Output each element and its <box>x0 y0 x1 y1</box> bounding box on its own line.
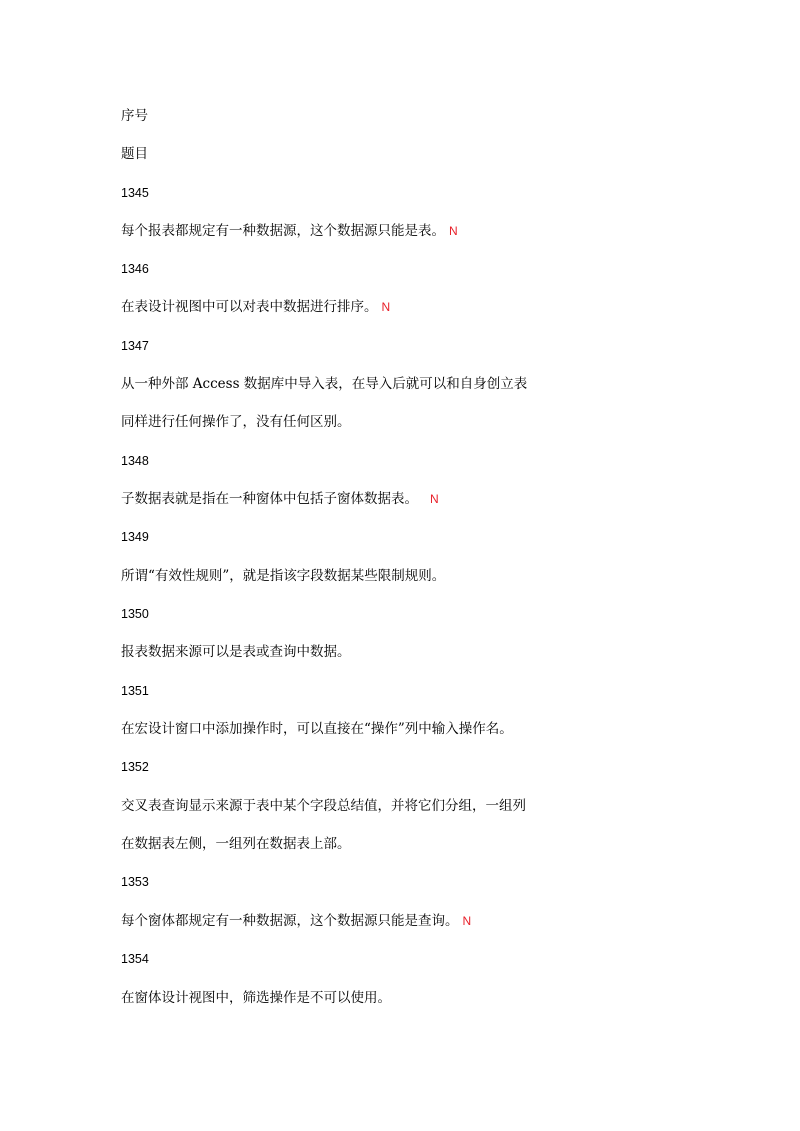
question-number: 1354 <box>121 952 149 966</box>
question-text-line: 在数据表左侧，一组列在数据表上部。 <box>121 836 351 852</box>
question-number: 1352 <box>121 760 149 774</box>
question-text-line: 每个报表都规定有一种数据源，这个数据源只能是表。 <box>121 223 445 239</box>
question-text-line: 交叉表查询显示来源于表中某个字段总结值，并将它们分组，一组列 <box>121 798 526 814</box>
header-question: 题目 <box>121 146 148 162</box>
header-serial-number: 序号 <box>121 108 148 124</box>
question-number: 1350 <box>121 607 149 621</box>
question-text-line: 所谓“有效性规则”，就是指该字段数据某些限制规则。 <box>121 568 446 584</box>
question-text-line: 从一种外部 Access 数据库中导入表，在导入后就可以和自身创立表 <box>121 376 528 392</box>
question-text <box>121 298 390 316</box>
question-number: 1348 <box>121 454 149 468</box>
question-text-line: 子数据表就是指在一种窗体中包括子窗体数据表。 <box>121 491 418 507</box>
question-text-line: 报表数据来源可以是表或查询中数据。 <box>121 644 351 660</box>
answer-mark: N <box>449 224 458 238</box>
question-number: 1346 <box>121 262 149 276</box>
question-text-line: 在表设计视图中可以对表中数据进行排序。 <box>121 299 378 315</box>
question-text <box>121 490 439 508</box>
answer-mark: N <box>430 492 439 506</box>
question-text-line: 在宏设计窗口中添加操作时，可以直接在“操作”列中输入操作名。 <box>121 721 513 737</box>
question-text <box>121 912 471 930</box>
question-number: 1345 <box>121 186 149 200</box>
question-number: 1351 <box>121 684 149 698</box>
question-text-line: 每个窗体都规定有一种数据源，这个数据源只能是查询。 <box>121 913 459 929</box>
answer-mark: N <box>381 300 391 314</box>
question-number: 1349 <box>121 530 149 544</box>
question-number: 1347 <box>121 339 149 353</box>
question-text <box>121 222 458 240</box>
question-text-line: 同样进行任何操作了，没有任何区别。 <box>121 414 351 430</box>
question-number: 1353 <box>121 875 149 889</box>
answer-mark: N <box>462 914 472 928</box>
question-text-line: 在窗体设计视图中，筛选操作是不可以使用。 <box>121 990 391 1006</box>
